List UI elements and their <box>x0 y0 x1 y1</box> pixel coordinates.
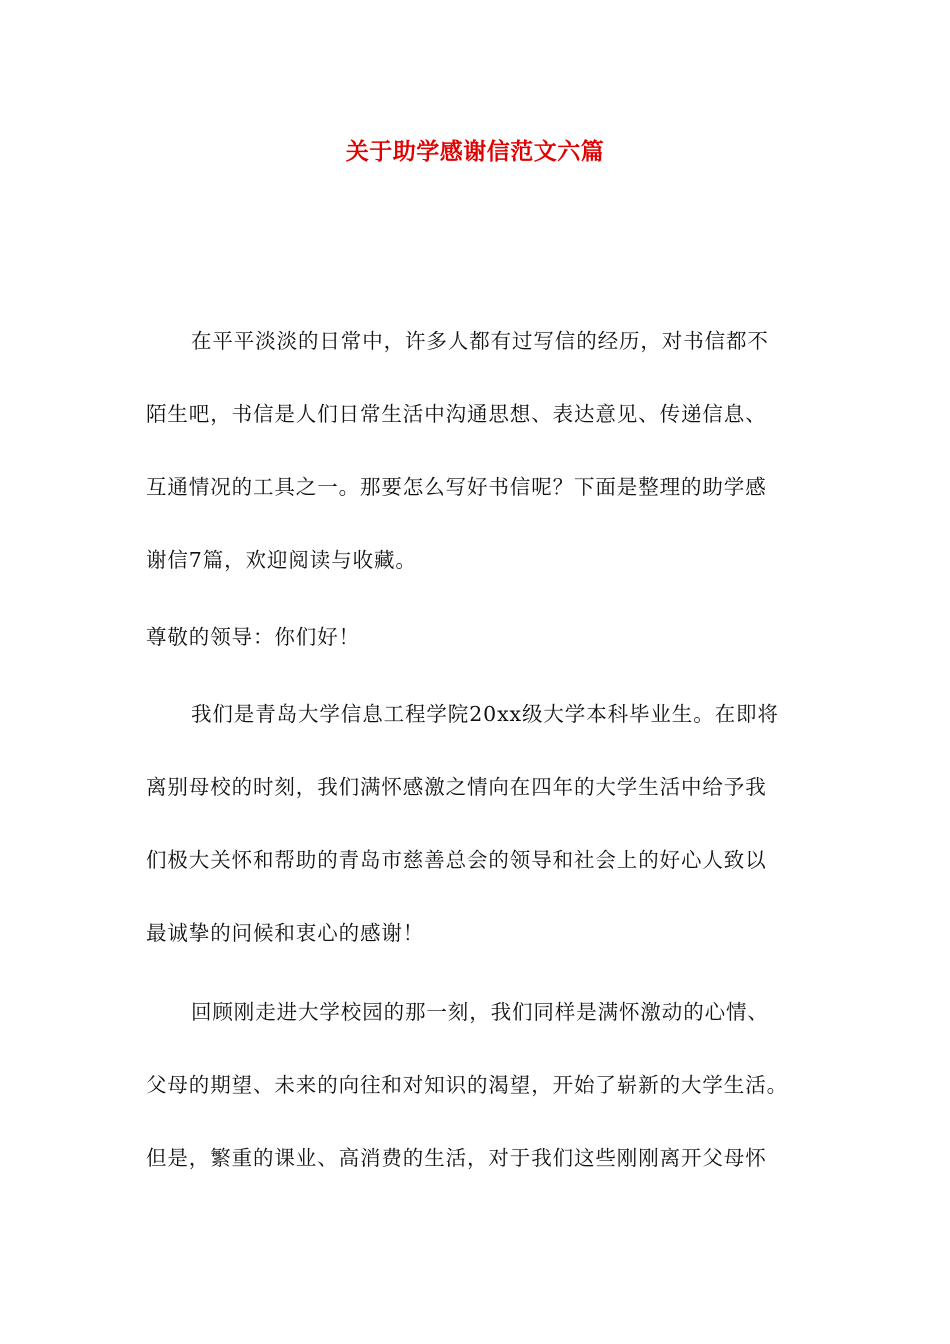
paragraph-line: 我们是青岛大学信息工程学院20xx级大学本科毕业生。在即将 <box>191 702 779 726</box>
paragraph-line: 回顾刚走进大学校园的那一刻，我们同样是满怀激动的心情、 <box>191 1000 769 1024</box>
paragraph-line: 在平平淡淡的日常中，许多人都有过写信的经历，对书信都不 <box>191 329 769 353</box>
paragraph-line: 互通情况的工具之一。那要怎么写好书信呢？下面是整理的助学感 <box>146 475 767 499</box>
paragraph-line: 父母的期望、未来的向往和对知识的渴望，开始了崭新的大学生活。 <box>146 1073 788 1097</box>
paragraph-line: 离别母校的时刻，我们满怀感激之情向在四年的大学生活中给予我 <box>146 775 767 799</box>
paragraph-line: 陌生吧，书信是人们日常生活中沟通思想、表达意见、传递信息、 <box>146 402 767 426</box>
salutation-line: 尊敬的领导：你们好！ <box>146 625 360 649</box>
paragraph-line: 但是，繁重的课业、高消费的生活，对于我们这些刚刚离开父母怀 <box>146 1146 767 1170</box>
paragraph-line: 们极大关怀和帮助的青岛市慈善总会的领导和社会上的好心人致以 <box>146 848 767 872</box>
paragraph-line: 最诚挚的问候和衷心的感谢！ <box>146 921 425 945</box>
paragraph-line: 谢信7篇，欢迎阅读与收藏。 <box>146 548 417 572</box>
document-title: 关于助学感谢信范文六篇 <box>345 139 605 165</box>
